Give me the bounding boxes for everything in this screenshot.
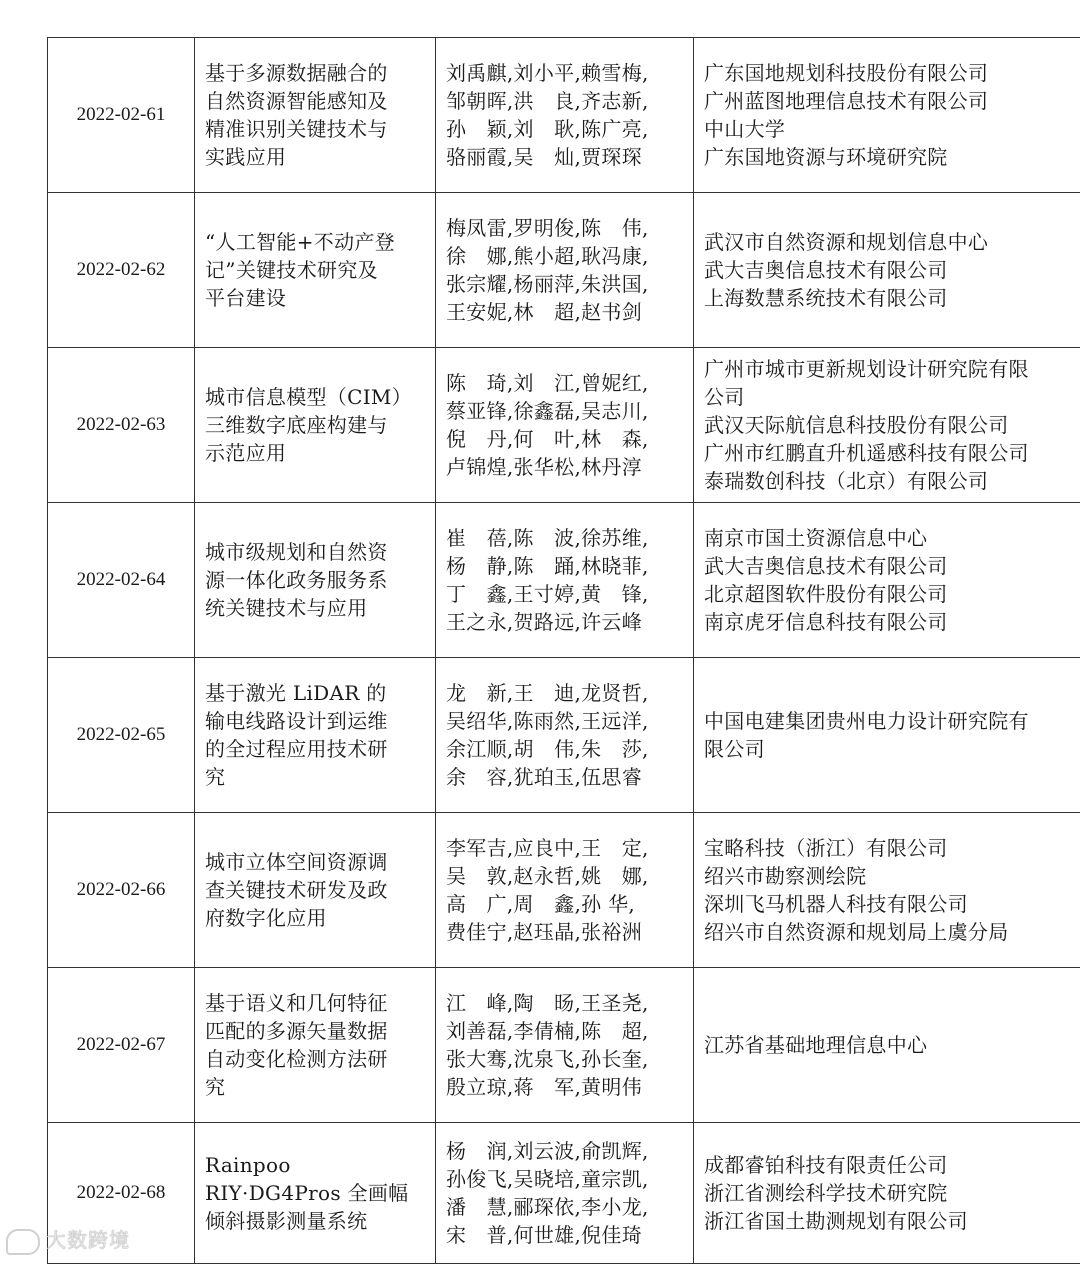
participants-line: 孙俊飞,吴晓培,童宗凯,	[446, 1165, 683, 1193]
organizations-cell	[694, 813, 1080, 968]
table-row	[48, 968, 1080, 1123]
project-name-line: 城市信息模型（CIM）	[205, 383, 425, 411]
participants-line: 龙 新,王 迪,龙贤哲,	[446, 679, 683, 707]
project-name-cell	[195, 1123, 436, 1264]
project-name-line: 的全过程应用技术研	[205, 735, 425, 763]
organizations-line: 上海数慧系统技术有限公司	[704, 284, 1078, 312]
participants-line: 江 峰,陶 旸,王圣尧,	[446, 989, 683, 1017]
project-name-line: 记”关键技术研究及	[205, 256, 425, 284]
table-row	[48, 348, 1080, 503]
participants-line: 张宗耀,杨丽萍,朱洪国,	[446, 270, 683, 298]
participants-line: 陈 琦,刘 江,曾妮红,	[446, 369, 683, 397]
project-name-line: 府数字化应用	[205, 904, 425, 932]
project-name-line: 自动变化检测方法研	[205, 1045, 425, 1073]
project-name-line: 精准识别关键技术与	[205, 115, 425, 143]
project-name-line: 倾斜摄影测量系统	[205, 1207, 425, 1235]
organizations-line: 限公司	[704, 735, 1078, 763]
organizations-line: 浙江省测绘科学技术研究院	[704, 1179, 1078, 1207]
table-row	[48, 658, 1080, 813]
participants-line: 徐 娜,熊小超,耿冯康,	[446, 242, 683, 270]
participants-line: 殷立琼,蒋 军,黄明伟	[446, 1073, 683, 1101]
project-name-cell	[195, 38, 436, 193]
organizations-line: 泰瑞数创科技（北京）有限公司	[704, 467, 1078, 495]
organizations-line: 成都睿铂科技有限责任公司	[704, 1151, 1078, 1179]
participants-cell	[436, 193, 694, 348]
participants-line: 倪 丹,何 叶,林 森,	[446, 425, 683, 453]
participants-line: 崔 蓓,陈 波,徐苏维,	[446, 524, 683, 552]
organizations-line: 广州市城市更新规划设计研究院有限	[704, 355, 1078, 383]
participants-cell	[436, 503, 694, 658]
participants-line: 杨 静,陈 踊,林晓菲,	[446, 552, 683, 580]
participants-line: 骆丽霞,吴 灿,贾琛琛	[446, 143, 683, 171]
participants-line: 刘禹麒,刘小平,赖雪梅,	[446, 59, 683, 87]
project-code: 2022-02-67	[48, 968, 195, 1123]
organizations-line: 北京超图软件股份有限公司	[704, 580, 1078, 608]
organizations-line: 江苏省基础地理信息中心	[704, 1031, 1078, 1059]
organizations-line: 浙江省国土勘测规划有限公司	[704, 1207, 1078, 1235]
project-name-line: 查关键技术研发及政	[205, 876, 425, 904]
project-name-line: 城市立体空间资源调	[205, 848, 425, 876]
table-row	[48, 1123, 1080, 1264]
watermark-text: 大数跨境	[46, 1228, 130, 1252]
organizations-cell	[694, 968, 1080, 1123]
participants-cell	[436, 1123, 694, 1264]
participants-line: 卢锦煌,张华松,林丹淳	[446, 453, 683, 481]
project-name-cell	[195, 968, 436, 1123]
table-row	[48, 813, 1080, 968]
awards-table	[47, 37, 1080, 1264]
organizations-cell	[694, 193, 1080, 348]
project-name-line: 基于多源数据融合的	[205, 59, 425, 87]
project-code: 2022-02-65	[48, 658, 195, 813]
organizations-line: 广东国地规划科技股份有限公司	[704, 59, 1078, 87]
organizations-line: 中山大学	[704, 115, 1078, 143]
project-name-line: Rainpoo	[205, 1151, 425, 1179]
organizations-line: 宝略科技（浙江）有限公司	[704, 834, 1078, 862]
participants-cell	[436, 38, 694, 193]
project-name-line: 示范应用	[205, 439, 425, 467]
project-name-cell	[195, 813, 436, 968]
project-name-line: 究	[205, 1073, 425, 1101]
participants-cell	[436, 968, 694, 1123]
organizations-line: 绍兴市自然资源和规划局上虞分局	[704, 918, 1078, 946]
awards-table-body	[48, 38, 1080, 1264]
participants-line: 高 广,周 鑫,孙 华,	[446, 890, 683, 918]
project-name-cell	[195, 658, 436, 813]
participants-line: 蔡亚锋,徐鑫磊,吴志川,	[446, 397, 683, 425]
speech-bubble-logo-icon	[6, 1229, 40, 1255]
organizations-line: 广东国地资源与环境研究院	[704, 143, 1078, 171]
project-code: 2022-02-66	[48, 813, 195, 968]
participants-line: 王安妮,林 超,赵书剑	[446, 298, 683, 326]
participants-line: 梅凤雷,罗明俊,陈 伟,	[446, 214, 683, 242]
organizations-cell	[694, 38, 1080, 193]
organizations-line: 广州蓝图地理信息技术有限公司	[704, 87, 1078, 115]
project-name-line: 自然资源智能感知及	[205, 87, 425, 115]
project-name-line: 城市级规划和自然资	[205, 538, 425, 566]
participants-cell	[436, 658, 694, 813]
organizations-cell	[694, 1123, 1080, 1264]
project-name-line: 输电线路设计到运维	[205, 707, 425, 735]
participants-cell	[436, 813, 694, 968]
project-name-line: 匹配的多源矢量数据	[205, 1017, 425, 1045]
participants-line: 潘 慧,郦琛依,李小龙,	[446, 1193, 683, 1221]
organizations-line: 广州市红鹏直升机遥感科技有限公司	[704, 439, 1078, 467]
table-row	[48, 503, 1080, 658]
project-name-line: 平台建设	[205, 284, 425, 312]
project-name-line: 实践应用	[205, 143, 425, 171]
participants-line: 王之永,贺路远,许云峰	[446, 608, 683, 636]
project-name-line: “人工智能+不动产登	[205, 228, 425, 256]
project-name-cell	[195, 348, 436, 503]
project-name-line: 三维数字底座构建与	[205, 411, 425, 439]
participants-line: 余江顺,胡 伟,朱 莎,	[446, 735, 683, 763]
organizations-line: 公司	[704, 383, 1078, 411]
organizations-line: 绍兴市勘察测绘院	[704, 862, 1078, 890]
participants-line: 宋 普,何世雄,倪佳琦	[446, 1221, 683, 1249]
organizations-line: 武汉市自然资源和规划信息中心	[704, 228, 1078, 256]
participants-line: 杨 润,刘云波,俞凯辉,	[446, 1137, 683, 1165]
organizations-line: 武大吉奥信息技术有限公司	[704, 552, 1078, 580]
organizations-cell	[694, 658, 1080, 813]
project-name-line: 源一体化政务服务系	[205, 566, 425, 594]
participants-line: 刘善磊,李倩楠,陈 超,	[446, 1017, 683, 1045]
organizations-line: 武大吉奥信息技术有限公司	[704, 256, 1078, 284]
participants-line: 吴 敦,赵永哲,姚 娜,	[446, 862, 683, 890]
participants-line: 邹朝晖,洪 良,齐志新,	[446, 87, 683, 115]
organizations-line: 武汉天际航信息科技股份有限公司	[704, 411, 1078, 439]
participants-line: 孙 颖,刘 耿,陈广亮,	[446, 115, 683, 143]
participants-line: 吴绍华,陈雨然,王远洋,	[446, 707, 683, 735]
watermark	[6, 1224, 130, 1255]
participants-line: 张大骞,沈泉飞,孙长奎,	[446, 1045, 683, 1073]
project-name-line: 究	[205, 763, 425, 791]
organizations-line: 南京虎牙信息科技有限公司	[704, 608, 1078, 636]
participants-line: 丁 鑫,王寸婷,黄 锋,	[446, 580, 683, 608]
organizations-line: 深圳飞马机器人科技有限公司	[704, 890, 1078, 918]
organizations-cell	[694, 348, 1080, 503]
organizations-line: 南京市国土资源信息中心	[704, 524, 1078, 552]
project-code: 2022-02-64	[48, 503, 195, 658]
project-name-cell	[195, 193, 436, 348]
participants-cell	[436, 348, 694, 503]
participants-line: 费佳宁,赵珏晶,张裕洲	[446, 918, 683, 946]
project-name-line: 基于激光 LiDAR 的	[205, 679, 425, 707]
project-code: 2022-02-63	[48, 348, 195, 503]
table-row	[48, 193, 1080, 348]
participants-line: 余 容,犹珀玉,伍思睿	[446, 763, 683, 791]
project-name-line: 基于语义和几何特征	[205, 989, 425, 1017]
project-code: 2022-02-68	[48, 1123, 195, 1264]
organizations-cell	[694, 503, 1080, 658]
project-name-cell	[195, 503, 436, 658]
project-name-line: 统关键技术与应用	[205, 594, 425, 622]
project-code: 2022-02-61	[48, 38, 195, 193]
participants-line: 李军吉,应良中,王 定,	[446, 834, 683, 862]
table-row	[48, 38, 1080, 193]
organizations-line: 中国电建集团贵州电力设计研究院有	[704, 707, 1078, 735]
project-code: 2022-02-62	[48, 193, 195, 348]
project-name-line: RIY·DG4Pros 全画幅	[205, 1179, 425, 1207]
